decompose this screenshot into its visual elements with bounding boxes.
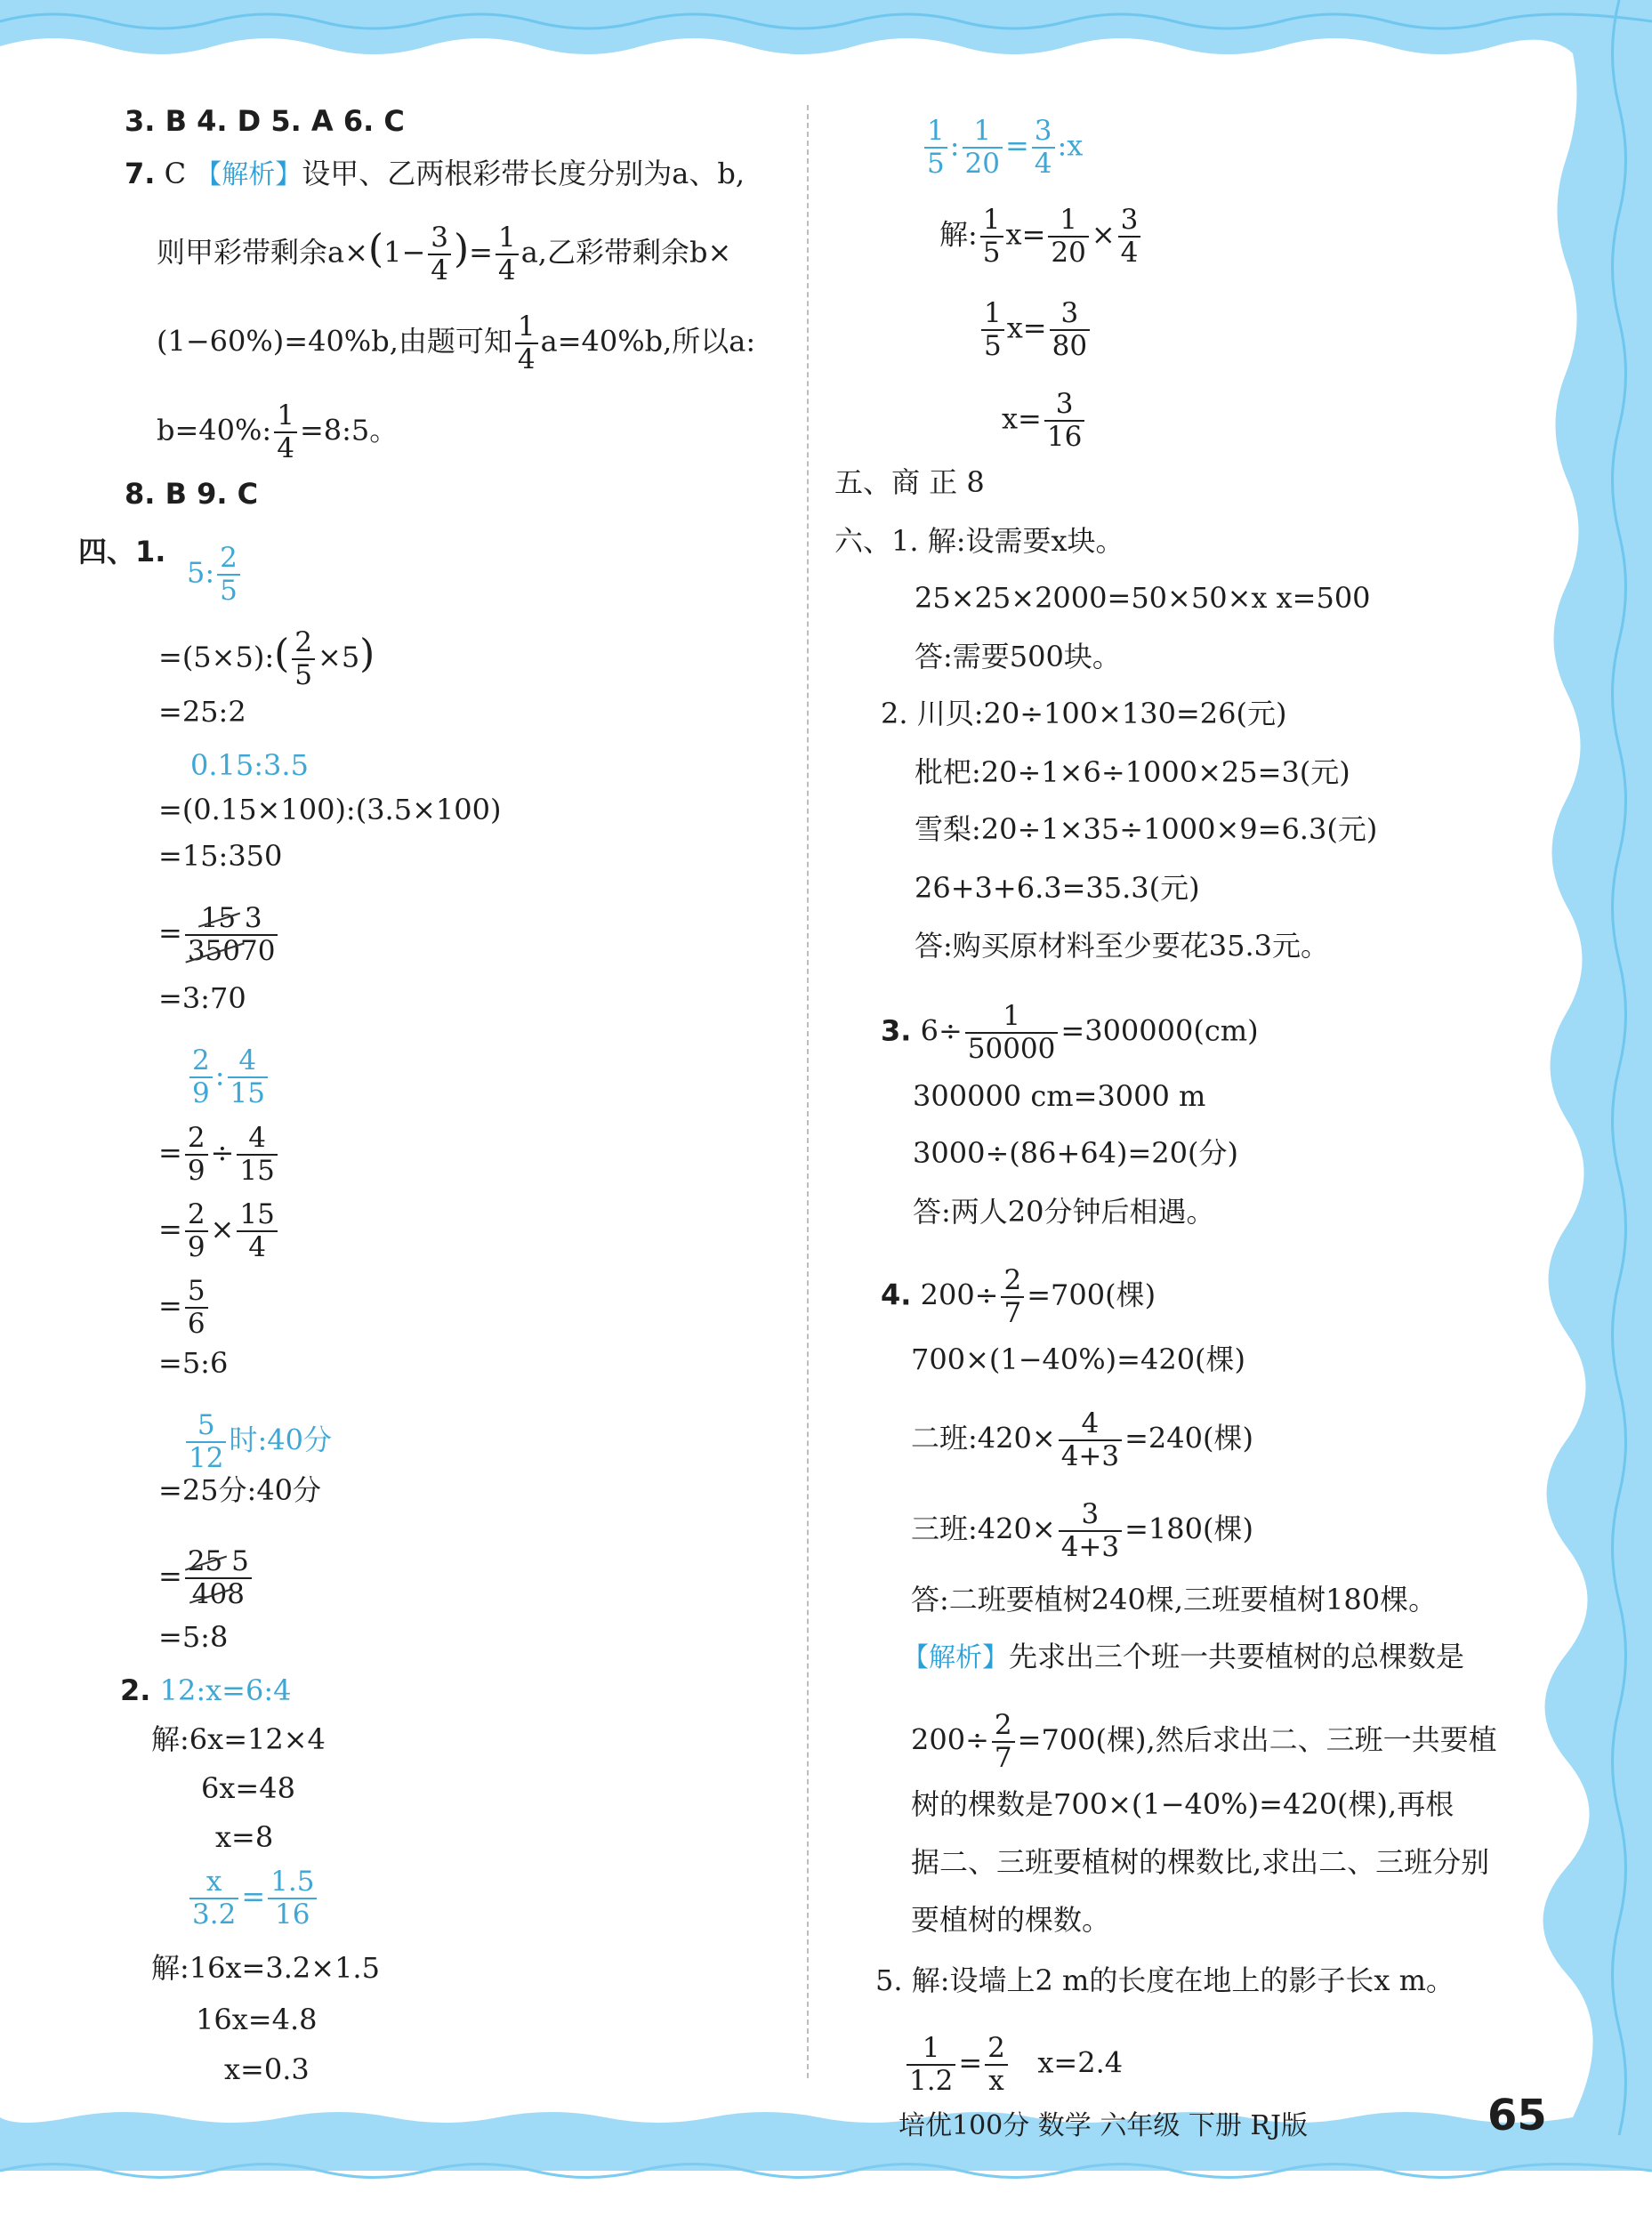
s6-q2-line3: 雪梨:20÷1×35÷1000×9=6.3(元): [915, 812, 1378, 846]
s4-p1-step1: =(5×5):( $\frac{2}{5}$ ×5): [158, 626, 375, 691]
q7-text1: 设甲、乙两根彩带长度分别为a、b,: [302, 157, 745, 190]
q7-text4b: =8:5。: [299, 413, 399, 447]
s4-p2-step4: =3:70: [158, 981, 246, 1015]
s4-p4-step3: =5:8: [158, 1620, 229, 1654]
s4-p4-step2: = $\frac{25 5}{408}$: [158, 1546, 254, 1610]
r-step2: $\frac{1}{5}$ x= $\frac{3}{80}$: [979, 298, 1092, 362]
s6-q4-line2: 700×(1−40%)=420(棵): [911, 1342, 1246, 1376]
s6-q4-analysis1: 【解析】先求出三个班一共要植树的总棵数是: [902, 1640, 1465, 1673]
s4-p3-problem: $\frac{2}{9}$ : $\frac{4}{15}$: [187, 1045, 270, 1109]
s6-q4-line1: 4. 200÷ $\frac{2}{7}$ =700(棵): [881, 1264, 1156, 1329]
s4-q2-step3: x=8: [215, 1820, 274, 1854]
q7-line3: [157, 311, 755, 375]
q7-text3b: a=40%b,所以a:: [540, 324, 756, 359]
q7-text3a: (1−60%)=40%b,由题可知: [157, 324, 512, 359]
section4-label: [78, 534, 165, 569]
s4-q2: 2. 12:x=6:4: [120, 1673, 292, 1707]
s6-q3-line1: 3. 6÷ $\frac{1}{50000}$ =300000(cm): [881, 1000, 1259, 1065]
s4-p4-step1: =25分:40分: [158, 1473, 322, 1507]
section4-label-text: 四、1.: [78, 535, 166, 568]
s6-q5-equation: $\frac{1}{1.2}$ = $\frac{2}{x}$ x=2.4: [904, 2033, 1123, 2097]
answers-3-6: [125, 103, 405, 139]
s6-q4-answer: 答:二班要植树240棵,三班要植树180棵。: [911, 1583, 1438, 1616]
r-step3: x= $\frac{3}{16}$: [1002, 389, 1087, 453]
r-step1: 解: $\frac{1}{5}$ x= $\frac{1}{20}$ × $\frac{3}{4}$: [939, 205, 1143, 269]
q7-line4: [157, 400, 398, 464]
s4-p2-step3: = $\frac{15 3}{35070}$: [158, 903, 280, 967]
q7-line1: [125, 156, 745, 193]
s6-q2-line4: 26+3+6.3=35.3(元): [915, 871, 1200, 905]
s4-p3-step4: =5:6: [158, 1346, 229, 1380]
column-divider: [807, 105, 809, 2078]
s4-q2b-problem: $\frac{x}{3.2}$ = $\frac{1.5}{16}$: [187, 1866, 319, 1931]
s4-q2-step2: 6x=48: [201, 1771, 295, 1805]
book-footer: 培优100分 数学 六年级 下册 RJ版: [899, 2110, 1309, 2141]
q7-text2a: 则甲彩带剩余a×: [157, 235, 368, 270]
s4-p4-problem: $\frac{5}{12}$ 时:40分: [183, 1410, 332, 1474]
q7-line2: 则甲彩带剩余a×(1− $\frac{3}{4}$ )= $\frac{1}{4}$ a,乙彩带剩余b×: [157, 222, 732, 286]
s6-q4-analysis4: 据二、三班要植树的棵数比,求出二、三班分别: [911, 1845, 1490, 1879]
q7-answer: C: [164, 157, 187, 190]
s4-q2b-step2: 16x=4.8: [196, 2003, 318, 2036]
s4-p3-step2: = $\frac{2}{9}$ × $\frac{15}{4}$: [158, 1199, 280, 1263]
s4-q2-step1: 解:6x=12×4: [151, 1722, 326, 1756]
s4-p2-problem: 0.15:3.5: [190, 748, 309, 782]
s4-p3-step3: = $\frac{5}{6}$: [158, 1276, 211, 1340]
s4-p2-step2: =15:350: [158, 839, 283, 873]
q7-text2d: a,乙彩带剩余b×: [520, 235, 732, 270]
fraction-3-4: $\frac{3}{4}$: [428, 222, 451, 286]
s6-q4-line3: 二班:420× $\frac{4}{4+3}$ =240(棵): [911, 1407, 1253, 1472]
s6-q3-line2: 300000 cm=3000 m: [913, 1079, 1206, 1113]
s4-p2-step1: =(0.15×100):(3.5×100): [158, 793, 502, 826]
q7-analysis-tag: 【解析】: [195, 159, 302, 190]
fraction-1-4: $\frac{1}{4}$: [496, 222, 519, 286]
s6-q1: 六、1. 解:设需要x块。: [834, 524, 1124, 558]
fraction-1-4: $\frac{1}{4}$: [274, 400, 297, 464]
q7-number: 7.: [125, 157, 156, 190]
fraction-1-4: $\frac{1}{4}$: [515, 311, 538, 375]
q7-text2c: =: [469, 235, 493, 270]
s6-q3-answer: 答:两人20分钟后相遇。: [913, 1195, 1215, 1229]
s4-p1-problem: 5: $\frac{2}{5}$: [187, 543, 243, 607]
r-proportion-problem: $\frac{1}{5}$ : $\frac{1}{20}$ = $\frac{3}{4}$ :x: [922, 116, 1083, 180]
q7-text2b: 1−: [383, 235, 426, 270]
answers-8-9: [125, 476, 258, 512]
page-number: 65: [1487, 2091, 1547, 2140]
s6-q2-answer: 答:购买原材料至少要花35.3元。: [915, 929, 1330, 963]
s4-p1-step2: =25:2: [158, 695, 246, 729]
s6-q4-analysis5: 要植树的棵数。: [911, 1903, 1111, 1937]
q7-text4a: b=40%:: [157, 413, 272, 447]
s6-q3-line3: 3000÷(86+64)=20(分): [913, 1136, 1238, 1170]
answers-3-6-text: 3. B 4. D 5. A 6. C: [125, 104, 405, 138]
answers-8-9-text: 8. B 9. C: [125, 477, 259, 511]
s6-q4-line4: 三班:420× $\frac{3}{4+3}$ =180(棵): [911, 1498, 1253, 1563]
section5: 五、商 正 8: [834, 465, 985, 499]
s6-q2-line1: 2. 川贝:20÷100×130=26(元): [881, 697, 1287, 730]
s6-q2-line2: 枇杷:20÷1×6÷1000×25=3(元): [915, 755, 1350, 789]
s4-q2b-step1: 解:16x=3.2×1.5: [151, 1951, 380, 1985]
s4-q2b-step3: x=0.3: [224, 2052, 310, 2086]
s6-q1-answer: 答:需要500块。: [915, 640, 1121, 673]
s6-q5: 5. 解:设墙上2 m的长度在地上的影子长x m。: [875, 1963, 1455, 1997]
s6-q1-calc: 25×25×2000=50×50×x x=500: [915, 581, 1371, 615]
s4-p3-step1: = $\frac{2}{9}$ ÷ $\frac{4}{15}$: [158, 1123, 280, 1187]
s6-q4-analysis2: 200÷ $\frac{2}{7}$ =700(棵),然后求出二、三班一共要植: [911, 1709, 1497, 1774]
s6-q4-analysis3: 树的棵数是700×(1−40%)=420(棵),再根: [911, 1787, 1455, 1821]
